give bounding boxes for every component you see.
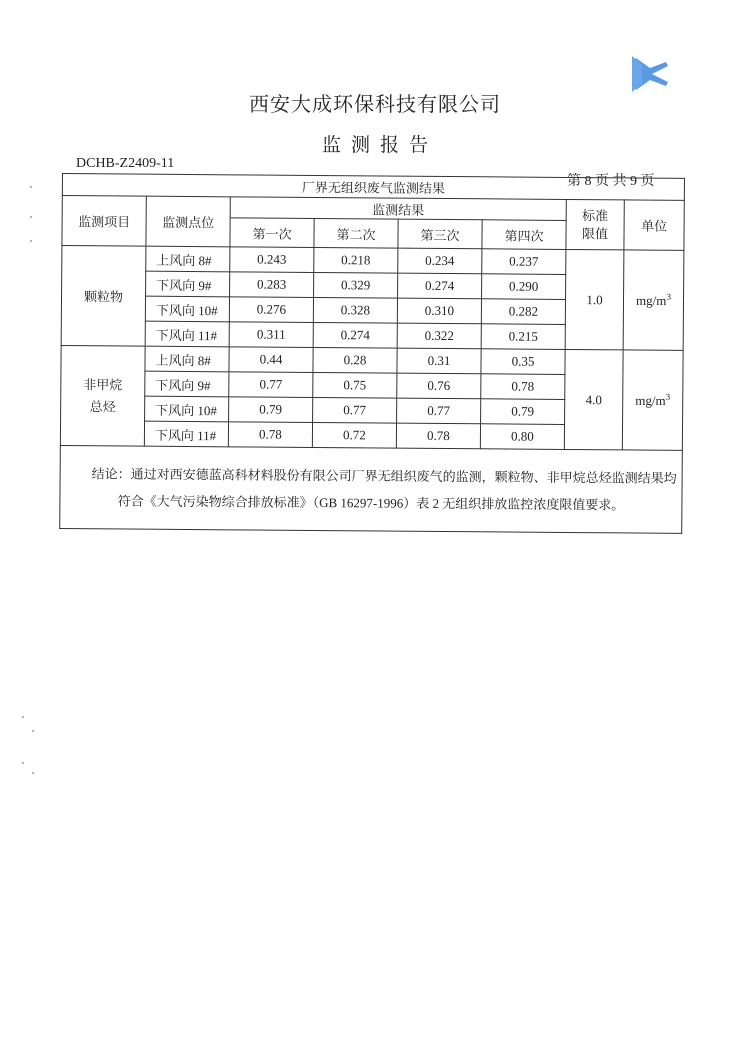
value-cell: 0.310	[397, 298, 481, 324]
value-cell: 0.237	[482, 249, 566, 275]
point-cell: 下风向 10#	[145, 396, 229, 422]
value-cell: 0.329	[314, 272, 398, 298]
value-cell: 0.76	[397, 373, 481, 399]
value-cell: 0.78	[228, 422, 312, 448]
value-cell: 0.282	[481, 299, 565, 325]
report-title: 监测报告	[321, 134, 438, 156]
unit-particulate	[623, 250, 684, 350]
value-cell: 0.328	[313, 297, 397, 323]
value-cell: 0.276	[229, 297, 313, 323]
value-cell: 0.283	[230, 272, 314, 298]
document-code: DCHB-Z2409-11	[76, 156, 175, 171]
scan-speck	[30, 240, 32, 242]
value-cell: 0.78	[396, 423, 480, 449]
scan-speck	[30, 186, 32, 188]
company-name: 西安大成环保科技有限公司	[249, 92, 501, 116]
header-item: 监测项目	[62, 196, 146, 247]
value-cell: 0.243	[230, 247, 314, 273]
scan-speck	[32, 730, 34, 732]
unit-text: mg/m	[636, 292, 667, 308]
unit-superscript: 3	[666, 291, 672, 302]
value-cell: 0.35	[481, 349, 565, 375]
scan-speck	[22, 716, 24, 718]
value-cell: 0.75	[313, 372, 397, 398]
item-nmhc: 非甲烷 总烃	[60, 345, 145, 446]
limit-nmhc: 4.0	[564, 349, 623, 449]
header-round-1: 第一次	[230, 218, 314, 248]
point-cell: 下风向 11#	[144, 421, 228, 447]
unit-nmhc	[622, 350, 683, 450]
value-cell: 0.311	[229, 322, 313, 348]
value-cell: 0.322	[397, 323, 481, 349]
value-cell: 0.28	[313, 347, 397, 373]
header-unit: 单位	[624, 200, 684, 250]
value-cell: 0.78	[481, 374, 565, 400]
unit-text: mg/m	[635, 392, 666, 408]
value-cell: 0.290	[482, 274, 566, 300]
header-round-3: 第三次	[398, 219, 482, 249]
results-sheet	[59, 173, 684, 534]
point-cell: 下风向 9#	[146, 271, 230, 297]
conclusion: 结论：通过对西安德蓝高科材料股份有限公司厂界无组织废气的监测，颗粒物、非甲烷总烃监测结果均符合《大气污染物综合排放标准》（GB 16297-1996）表 2 无组织排放监控浓度限值要求。	[60, 445, 683, 533]
results-table	[59, 173, 685, 534]
point-cell: 上风向 8#	[145, 346, 229, 372]
value-cell: 0.274	[398, 273, 482, 299]
point-cell: 下风向 10#	[145, 296, 229, 322]
value-cell: 0.44	[229, 347, 313, 373]
value-cell: 0.79	[229, 397, 313, 423]
unit-superscript: 3	[665, 391, 671, 402]
value-cell: 0.77	[313, 397, 397, 423]
value-cell: 0.80	[480, 424, 564, 450]
scan-speck	[22, 762, 24, 764]
value-cell: 0.274	[313, 322, 397, 348]
value-cell: 0.218	[314, 247, 398, 273]
point-cell: 上风向 8#	[146, 246, 230, 272]
point-cell: 下风向 11#	[145, 321, 229, 347]
value-cell: 0.77	[229, 372, 313, 398]
table-title: 厂界无组织废气监测结果	[62, 174, 684, 201]
header-results: 监测结果	[230, 197, 566, 221]
value-cell: 0.234	[398, 248, 482, 274]
scan-speck	[32, 772, 34, 774]
header-round-2: 第二次	[314, 218, 398, 248]
value-cell: 0.31	[397, 348, 481, 374]
limit-particulate: 1.0	[565, 249, 624, 349]
header-round-4: 第四次	[482, 220, 566, 250]
page-number: 第 8 页 共 9 页	[567, 174, 655, 189]
scan-speck	[30, 216, 32, 218]
header-point: 监测点位	[146, 196, 230, 247]
point-cell: 下风向 9#	[145, 371, 229, 397]
value-cell: 0.215	[481, 324, 565, 350]
header-limit: 标准 限值	[566, 199, 624, 249]
item-particulate: 颗粒物	[61, 246, 146, 347]
value-cell: 0.72	[312, 422, 396, 448]
value-cell: 0.77	[397, 398, 481, 424]
value-cell: 0.79	[481, 399, 565, 425]
